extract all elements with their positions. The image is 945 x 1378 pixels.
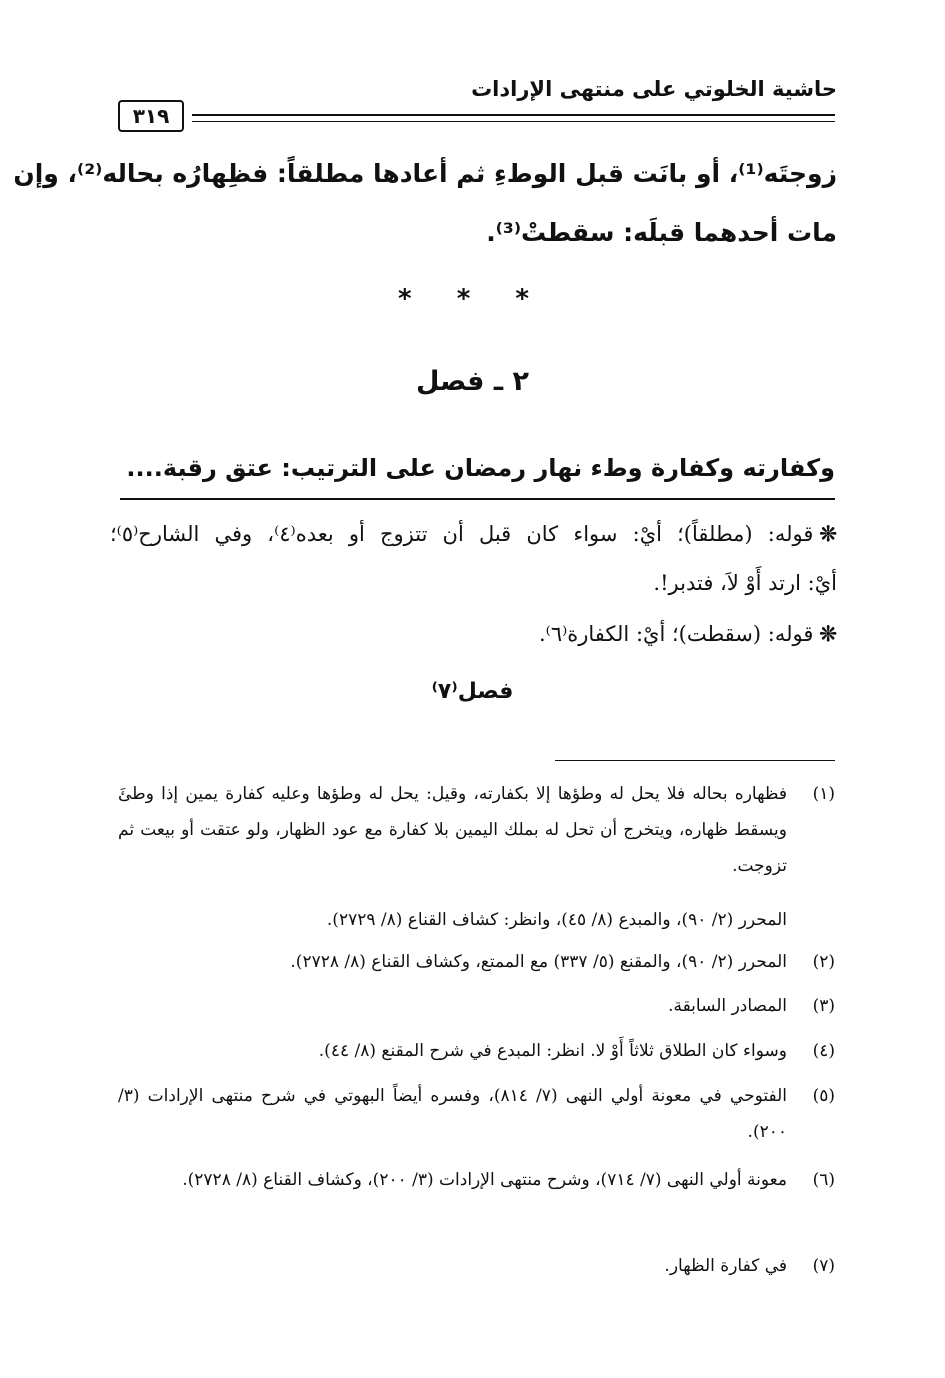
commentary-line-3-text: قوله: (سقطت)؛ أيْ: الكفارة⁽٦⁾. bbox=[538, 622, 814, 646]
footnote-2 bbox=[118, 944, 835, 980]
commentary-line-1 bbox=[110, 514, 837, 554]
footnote-4 bbox=[118, 1033, 835, 1069]
header-rule bbox=[192, 114, 835, 122]
footnote-rule bbox=[555, 760, 835, 761]
footnote-number: (٦) bbox=[812, 1170, 835, 1190]
footnote-number: (٧) bbox=[812, 1256, 835, 1276]
footnote-1 bbox=[118, 776, 835, 884]
footnote-7 bbox=[118, 1248, 835, 1284]
footnote-number: (٥) bbox=[812, 1086, 835, 1106]
commentary-line-2: أيْ: ارتد أَوْ لاَ، فتدبر!. bbox=[653, 571, 837, 595]
asterisk-icon: ❊ bbox=[819, 521, 837, 546]
subsection-heading: فصل⁽٧⁾ bbox=[431, 679, 514, 704]
footnote-text: المحرر (٢/ ٩٠)، والمقنع (٥/ ٣٣٧) مع الممتع، وكشاف القناع (٨/ ٢٧٢٨). bbox=[290, 952, 787, 972]
footnote-text: معونة أولي النهى (٧/ ٧١٤)، وشرح منتهى الإرادات (٣/ ٢٠٠)، وكشاف القناع (٨/ ٢٧٢٨). bbox=[182, 1170, 787, 1190]
commentary-line-3 bbox=[539, 614, 837, 654]
footnote-text: المحرر (٢/ ٩٠)، والمبدع (٨/ ٤٥)، وانظر: كشاف القناع (٨/ ٢٧٢٩). bbox=[326, 910, 787, 930]
footnote-number: (٣) bbox=[812, 996, 835, 1016]
footnote-text: في كفارة الظهار. bbox=[664, 1256, 787, 1276]
footnote-text: الفتوحي في معونة أولي النهى (٧/ ٨١٤)، وفسره أيضاً البهوتي في شرح منتهى الإرادات (٣/ ٢٠٠). bbox=[118, 1086, 787, 1142]
main-text-line-1: زوجتَه⁽¹⁾، أو بانَت قبل الوطءِ ثم أعادها مطلقاً: فظِهارُه بحاله⁽²⁾، وإن bbox=[13, 159, 837, 188]
footnote-3 bbox=[118, 988, 835, 1024]
footnote-6 bbox=[118, 1162, 835, 1198]
page-number: ٣١٩ bbox=[118, 100, 184, 132]
footnote-1-continuation bbox=[118, 902, 835, 938]
footnote-text: فظهاره بحاله فلا يحل له وطؤها إلا بكفارته، وقيل: يحل له وطؤها وعليه كفارة يمين إذا وطئَ ويسقط ظهاره، ويتخرج أن تحل له بملك اليمين بلا كفارة مع عود الظهار، ولو عتقت أو بيعت ثم تزوجت. bbox=[118, 784, 787, 876]
footnote-number: (١) bbox=[812, 784, 835, 804]
footnote-number: (٢) bbox=[812, 952, 835, 972]
footnote-number: (٤) bbox=[812, 1041, 835, 1061]
footnote-5 bbox=[118, 1078, 835, 1150]
footnote-text: المصادر السابقة. bbox=[668, 996, 787, 1016]
matn-divider bbox=[120, 498, 835, 500]
asterisk-icon: ❊ bbox=[819, 621, 837, 646]
running-title: حاشية الخلوتي على منتهى الإرادات bbox=[471, 77, 837, 101]
footnote-text: وسواء كان الطلاق ثلاثاً أَوْ لا. انظر: المبدع في شرح المقنع (٨/ ٤٤). bbox=[318, 1041, 787, 1061]
main-text-line-2: مات أحدهما قبلَه: سقطتْ⁽³⁾. bbox=[486, 218, 837, 247]
section-ornament: * * * bbox=[398, 284, 547, 314]
matn-quotation: وكفارته وكفارة وطء نهار رمضان على الترتيب: عتق رقبة.... bbox=[126, 454, 835, 482]
commentary-line-1-text: قوله: (مطلقاً)؛ أيْ: سواء كان قبل أن تتزوج أو بعده⁽٤⁾، وفي الشارح⁽٥⁾؛ bbox=[110, 522, 814, 546]
section-heading: ٢ ـ فصل bbox=[416, 366, 529, 397]
